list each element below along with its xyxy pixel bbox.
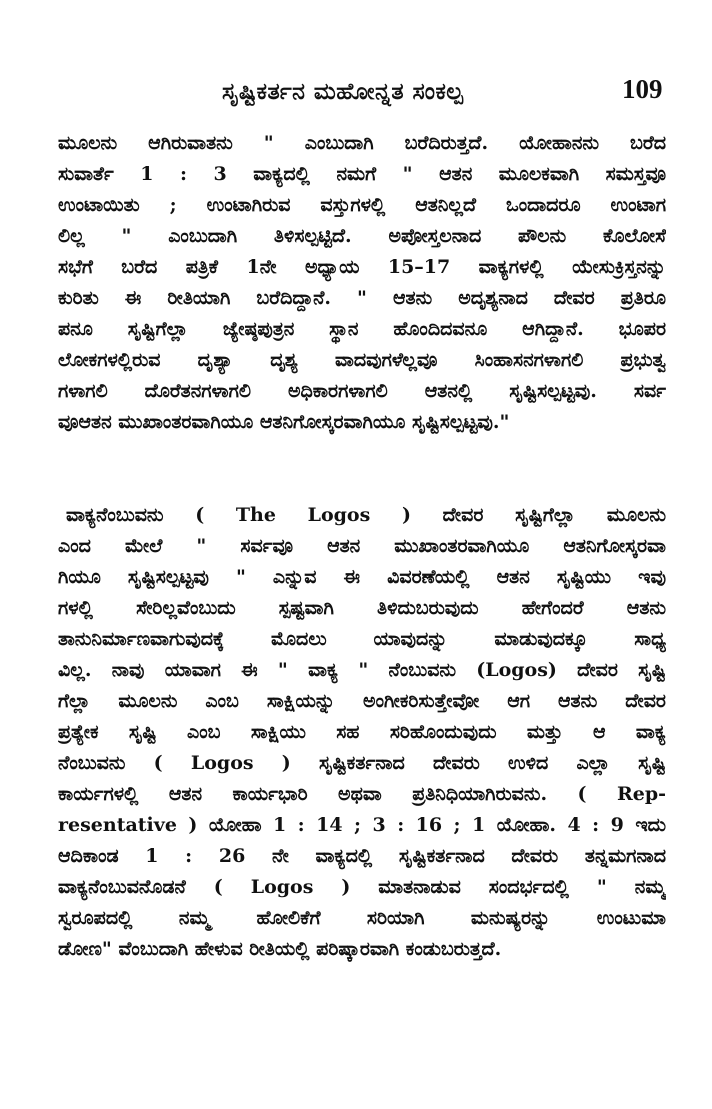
text-line: ಸ್ವರೂಪದಲ್ಲಿ ನಮ್ಮ ಹೋಲಿಕೆಗೆ ಸರಿಯಾಗಿ ಮನುಷ್ಯರನ್ನು ಉಂಟುಮಾ [58, 907, 666, 929]
text-line: ನೆಂಬುವನು ( Logos ) ಸೃಷ್ಟಿಕರ್ತನಾದ ದೇವರು ಉಳಿದ ಎಲ್ಲಾ ಸೃಷ್ಟಿ [58, 752, 666, 774]
page-number: 109 [622, 74, 663, 104]
text-line: ಪನೂ ಸೃಷ್ಟಿಗೆಲ್ಲಾ ಜ್ಯೇಷ್ಠಪುತ್ರನ ಸ್ಥಾನ ಹೊಂದಿದವನೂ ಆಗಿದ್ದಾನೆ. ಭೂಪರ [58, 318, 666, 340]
text-line: ವಿಲ್ಲ. ನಾವು ಯಾವಾಗ ಈ " ವಾಕ್ಯ " ನೆಂಬುವನು (Logos) ದೇವರ ಸೃಷ್ಟಿ [58, 659, 666, 681]
text-line: ವೂಆತನ ಮುಖಾಂತರವಾಗಿಯೂ ಆತನಿಗೋಸ್ಕರವಾಗಿಯೂ ಸೃಷ್ಟಿಸಲ್ಪಟ್ಟವು." [58, 411, 510, 433]
text-line: ಗಳಾಗಲಿ ದೊರೆತನಗಳಾಗಲಿ ಅಧಿಕಾರಗಳಾಗಲಿ ಆತನಲ್ಲಿ ಸೃಷ್ಟಿಸಲ್ಪಟ್ಟವು. ಸರ್ವ [58, 380, 666, 402]
paragraph-1 [58, 128, 666, 438]
text-line: ಸಭೆಗೆ ಬರೆದ ಪತ್ರಿಕೆ 1ನೇ ಅಧ್ಯಾಯ 15–17 ವಾಕ್ಯಗಳಲ್ಲಿ ಯೇಸುಕ್ರಿಸ್ತನನ್ನು [58, 256, 666, 278]
text-line: ಗಳಲ್ಲಿ ಸೇರಿಲ್ಲವೆಂಬುದು ಸ್ಪಷ್ಟವಾಗಿ ತಿಳಿದುಬರುವುದು ಹೇಗೆಂದರೆ ಆತನು [58, 597, 666, 619]
text-line: ವಾಕ್ಯನೆಂಬುವನು ( The Logos ) ದೇವರ ಸೃಷ್ಟಿಗೆಲ್ಲಾ ಮೂಲನು [66, 504, 666, 526]
text-line: ಆದಿಕಾಂಡ 1 : 26 ನೇ ವಾಕ್ಯದಲ್ಲಿ ಸೃಷ್ಟಿಕರ್ತನಾದ ದೇವರು ತನ್ನಮಗನಾದ [58, 845, 666, 867]
text-line: ತಾನುನಿರ್ಮಾಣವಾಗುವುದಕ್ಕೆ ಮೊದಲು ಯಾವುದನ್ನು ಮಾಡುವುದಕ್ಕೂ ಸಾಧ್ಯ [58, 628, 666, 650]
text-line: ಗೆಲ್ಲಾ ಮೂಲನು ಎಂಬ ಸಾಕ್ಷಿಯನ್ನು ಅಂಗೀಕರಿಸುತ್ತೇವೋ ಆಗ ಆತನು ದೇವರ [58, 690, 666, 712]
text-line: ಗಿಯೂ ಸೃಷ್ಟಿಸಲ್ಪಟ್ಟವು " ಎನ್ನುವ ಈ ವಿವರಣೆಯಲ್ಲಿ ಆತನ ಸೃಷ್ಟಿಯು ಇವು [58, 566, 666, 588]
text-line: ಲೋಕಗಳಲ್ಲಿರುವ ದೃಶ್ಯಾ ದೃಶ್ಯ ವಾದವುಗಳೆಲ್ಲವೂ ಸಿಂಹಾಸನಗಳಾಗಲಿ ಪ್ರಭುತ್ವ [58, 349, 666, 371]
text-line: ಕುರಿತು ಈ ರೀತಿಯಾಗಿ ಬರೆದಿದ್ದಾನೆ. " ಆತನು ಅದೃಶ್ಯನಾದ ದೇವರ ಪ್ರತಿರೂ [58, 287, 666, 309]
text-line: ಲಿಲ್ಲ " ಎಂಬುದಾಗಿ ತಿಳಿಸಲ್ಪಟ್ಟಿದೆ. ಅಪೋಸ್ತಲನಾದ ಪೌಲನು ಕೊಲೋಸೆ [58, 225, 666, 247]
text-line: ಕಾರ್ಯಗಳಲ್ಲಿ ಆತನ ಕಾರ್ಯಭಾರಿ ಅಥವಾ ಪ್ರತಿನಿಧಿಯಾಗಿರುವನು. ( Rep- [58, 783, 666, 805]
text-line: ವಾಕ್ಯನೆಂಬುವನೊಡನೆ ( Logos ) ಮಾತನಾಡುವ ಸಂದರ್ಭದಲ್ಲಿ " ನಮ್ಮ [58, 876, 666, 898]
text-line: ಎಂದ ಮೇಲೆ " ಸರ್ವವೂ ಆತನ ಮುಖಾಂತರವಾಗಿಯೂ ಆತನಿಗೋಸ್ಕರವಾ [58, 535, 666, 557]
paragraph-2 [58, 500, 666, 965]
text-line: ಪ್ರತ್ಯೇಕ ಸೃಷ್ಟಿ ಎಂಬ ಸಾಕ್ಷಿಯು ಸಹ ಸರಿಹೊಂದುವುದು ಮತ್ತು ಆ ವಾಕ್ಯ [58, 721, 666, 743]
text-line: ಸುವಾರ್ತೆ 1 : 3 ವಾಕ್ಯದಲ್ಲಿ ನಮಗೆ " ಆತನ ಮೂಲಕವಾಗಿ ಸಮಸ್ತವೂ [58, 163, 666, 185]
text-line: ಉಂಟಾಯಿತು ; ಉಂಟಾಗಿರುವ ವಸ್ತುಗಳಲ್ಲಿ ಆತನಿಲ್ಲದೆ ಒಂದಾದರೂ ಉಂಟಾಗ [58, 194, 666, 216]
text-line: ಮೂಲನು ಆಗಿರುವಾತನು " ಎಂಬುದಾಗಿ ಬರೆದಿರುತ್ತದೆ. ಯೋಹಾನನು ಬರೆದ [58, 132, 666, 154]
text-line: ಡೋಣ" ವೆಂಬುದಾಗಿ ಹೇಳುವ ರೀತಿಯಲ್ಲಿ ಪರಿಷ್ಕಾರವಾಗಿ ಕಂಡುಬರುತ್ತದೆ. [58, 938, 502, 960]
running-head-title: ಸೃಷ್ಟಿಕರ್ತನ ಮಹೋನ್ನತ ಸಂಕಲ್ಪ [222, 78, 464, 105]
text-line: resentative ) ಯೋಹಾ 1 : 14 ; 3 : 16 ; 1 ಯೋಹಾ. 4 : 9 ಇದು [58, 814, 666, 836]
